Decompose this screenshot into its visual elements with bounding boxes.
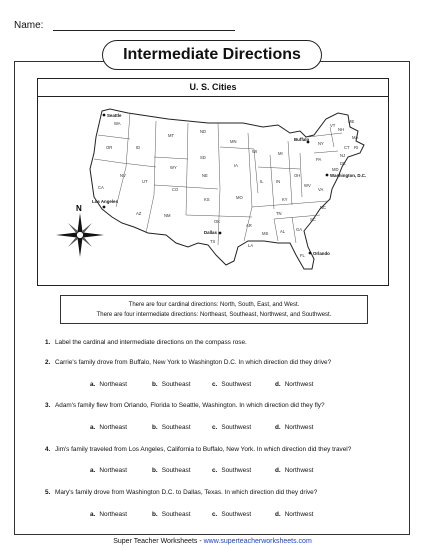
city-marker <box>219 232 222 235</box>
state-label: NM <box>164 213 171 218</box>
state-label: MS <box>262 231 269 236</box>
question-text: Carrie's family drove from Buffalo, New York to Washington D.C. In which direction did they drive? <box>55 359 332 366</box>
name-row <box>14 20 235 31</box>
state-label: MT <box>168 133 175 138</box>
name-field[interactable] <box>53 21 235 31</box>
direction-info-box <box>60 295 368 324</box>
state-label: OR <box>106 145 113 150</box>
state-label: NE <box>202 173 208 178</box>
option-b[interactable]: b. Southeast <box>152 511 191 518</box>
state-label: ID <box>136 145 141 150</box>
option-c[interactable]: c. Southwest <box>212 381 252 388</box>
state-label: NV <box>120 173 126 178</box>
option-d[interactable]: d. Northwest <box>275 424 314 431</box>
state-label: FL <box>300 253 305 258</box>
footer-text: Super Teacher Worksheets - <box>113 538 204 545</box>
state-label: WI <box>252 149 258 154</box>
state-label: UT <box>142 179 148 184</box>
question-number: 5. <box>45 489 51 496</box>
option-b[interactable]: b. Southeast <box>152 467 191 474</box>
city-marker <box>309 252 312 255</box>
option-a[interactable]: a. Northeast <box>90 467 128 474</box>
state-label: GA <box>296 227 303 232</box>
option-d[interactable]: d. Northwest <box>275 467 314 474</box>
city-label: Orlando <box>313 251 330 256</box>
footer-link[interactable]: www.superteacherworksheets.com <box>203 538 312 545</box>
state-label: AL <box>280 229 286 234</box>
state-label: WV <box>304 183 311 188</box>
question-number: 1. <box>45 339 51 346</box>
footer <box>0 538 425 545</box>
worksheet-title: Intermediate Directions <box>102 40 322 70</box>
city-marker <box>326 174 329 177</box>
option-d[interactable]: d. Northwest <box>275 511 314 518</box>
state-label: CO <box>172 187 179 192</box>
option-b[interactable]: b. Southeast <box>152 381 191 388</box>
state-label: NH <box>338 127 345 132</box>
city-label: Buffalo <box>294 137 310 142</box>
question-number: 3. <box>45 402 51 409</box>
option-a[interactable]: a. Northeast <box>90 381 128 388</box>
state-label: OH <box>294 173 301 178</box>
state-label: VA <box>318 187 324 192</box>
question-text: Label the cardinal and intermediate directions on the compass rose. <box>55 339 247 346</box>
question-text: Mary's family drove from Washington D.C. to Dallas, Texas. In which direction did they drive? <box>55 489 318 496</box>
question-number: 2. <box>45 359 51 366</box>
option-d[interactable]: d. Northwest <box>275 381 314 388</box>
state-label: IL <box>260 179 264 184</box>
state-label: SD <box>200 155 206 160</box>
city-label: Seattle <box>107 113 122 118</box>
map-box <box>37 78 389 286</box>
city-label: Washington, D.C. <box>330 173 367 178</box>
state-label: NY <box>318 141 324 146</box>
cardinal-info: There are four cardinal directions: North, South, East, and West. <box>128 302 300 308</box>
state-label: TX <box>210 239 216 244</box>
state-label: MD <box>332 167 339 172</box>
state-label: ND <box>200 129 207 134</box>
state-label: KY <box>282 197 288 202</box>
compass-north-label: N <box>76 204 82 213</box>
state-label: WY <box>170 165 177 170</box>
state-label: LA <box>248 243 254 248</box>
option-a[interactable]: a. Northeast <box>90 424 128 431</box>
city-label: Dallas <box>204 230 217 235</box>
question-text: Jim's family traveled from Los Angeles, California to Buffalo, New York. In which direction did they travel? <box>55 446 352 453</box>
state-label: ME <box>348 119 355 124</box>
state-label: MN <box>230 139 237 144</box>
intermediate-info: There are four intermediate directions: Northeast, Southeast, Northwest, and Southwest. <box>96 312 332 318</box>
state-label: MI <box>278 151 283 156</box>
state-label: WA <box>114 121 121 126</box>
state-label: MA <box>352 135 359 140</box>
state-label: SC <box>310 217 316 222</box>
us-map <box>38 97 387 284</box>
option-c[interactable]: c. Southwest <box>212 511 252 518</box>
state-label: DE <box>340 161 346 166</box>
question-text: Adam's family flew from Orlando, Florida to Seattle, Washington. In which direction did they fly? <box>55 402 325 409</box>
option-b[interactable]: b. Southeast <box>152 424 191 431</box>
option-c[interactable]: c. Southwest <box>212 467 252 474</box>
option-c[interactable]: c. Southwest <box>212 424 252 431</box>
state-label: CA <box>98 185 104 190</box>
option-a[interactable]: a. Northeast <box>90 511 128 518</box>
state-label: CT <box>344 145 350 150</box>
map-title: U. S. Cities <box>38 79 388 97</box>
state-label: TN <box>276 211 282 216</box>
city-label: Los Angeles <box>92 199 118 204</box>
state-label: AR <box>246 223 252 228</box>
state-label: KS <box>204 197 210 202</box>
city-marker <box>103 206 106 209</box>
state-label: VT <box>330 123 336 128</box>
state-label: NC <box>320 205 327 210</box>
state-label: PA <box>316 157 322 162</box>
state-label: RI <box>354 145 359 150</box>
state-label: IA <box>234 163 238 168</box>
city-marker <box>103 114 106 117</box>
state-label: MO <box>236 195 243 200</box>
state-label: IN <box>276 179 281 184</box>
state-label: NJ <box>340 153 346 158</box>
question-number: 4. <box>45 446 51 453</box>
compass-rose <box>56 204 104 257</box>
name-label: Name: <box>14 20 44 31</box>
state-label: AZ <box>136 211 142 216</box>
state-label: OK <box>214 219 221 224</box>
